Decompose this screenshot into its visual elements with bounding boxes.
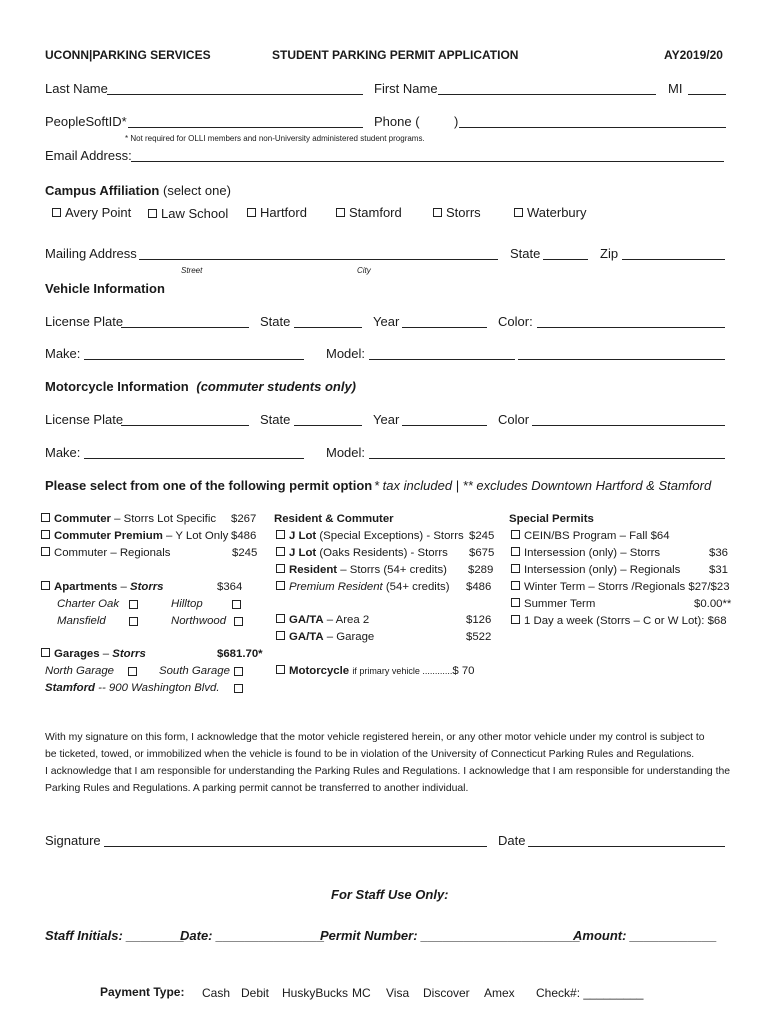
apt-mansfield-checkbox[interactable] (129, 617, 138, 626)
permit-resident[interactable] (276, 564, 447, 576)
checkbox-icon[interactable] (41, 648, 50, 657)
phone-label: Phone ( (374, 114, 420, 129)
permit-price: $675 (469, 547, 495, 559)
checkbox-icon[interactable] (276, 581, 285, 590)
first-name-field[interactable] (438, 94, 656, 95)
special-label: Intersession (only) – Storrs (524, 547, 661, 559)
zip-field[interactable] (622, 259, 725, 260)
form-title: STUDENT PARKING PERMIT APPLICATION (272, 48, 519, 62)
staff-permit-number: Permit Number: ______________________ (320, 928, 581, 943)
special-intersession-regionals[interactable] (511, 564, 680, 576)
permit-desc: (Oaks Residents) - Storrs (316, 547, 448, 559)
vehicle-year-label: Year (373, 314, 400, 329)
campus-hint: (select one) (162, 183, 231, 198)
campus-option-label: Avery Point (65, 205, 132, 220)
checkbox-icon[interactable] (511, 564, 520, 573)
permit-price: $522 (466, 631, 492, 643)
payment-label: Payment Type: (100, 985, 185, 999)
permit-desc: (54+ credits) (382, 581, 450, 593)
special-label: CEIN/BS Program – Fall $64 (524, 530, 670, 542)
campus-option-label: Stamford (349, 205, 402, 220)
signature-date-field[interactable] (528, 846, 725, 847)
checkbox-icon[interactable] (511, 530, 520, 539)
checkbox-icon[interactable] (276, 547, 285, 556)
permit-name: Premium Resident (289, 581, 383, 593)
vehicle-year-field[interactable] (402, 327, 487, 328)
email-label: Email Address: (45, 148, 132, 163)
first-name-label: First Name (374, 81, 438, 96)
payment-cash: Cash (202, 986, 231, 1000)
permit-name: J Lot (289, 530, 317, 542)
moto-model-label: Model: (326, 445, 366, 460)
permit-name: GA/TA (289, 614, 324, 626)
special-price: $0.00** (694, 598, 732, 610)
peoplesoft-note: * Not required for OLLI members and non-University administered student programs. (125, 134, 425, 143)
campus-hartford[interactable] (247, 205, 307, 220)
peoplesoft-field[interactable] (128, 127, 363, 128)
permit-garages[interactable] (41, 648, 146, 660)
campus-stamford[interactable] (336, 205, 402, 220)
campus-option-label: Storrs (446, 205, 481, 220)
vehicle-heading: Vehicle Information (45, 281, 165, 296)
payment-amex: Amex (484, 986, 515, 1000)
permit-jlot-special[interactable] (276, 530, 464, 542)
permit-name: Motorcycle (289, 665, 350, 677)
phone-paren: ) (454, 114, 459, 129)
permit-sep: – (99, 648, 113, 660)
staff-amount: Amount: ____________ (573, 928, 717, 943)
permit-desc: (Special Exceptions) - Storrs (316, 530, 464, 542)
checkbox-icon[interactable] (514, 208, 523, 217)
checkbox-icon[interactable] (336, 208, 345, 217)
agreement-line: With my signature on this form, I acknowledge that the motor vehicle registered herein, or any other motor vehicle under my control is subject to (45, 732, 705, 743)
permit-campus: Storrs (112, 648, 146, 660)
agreement-line: I acknowledge that I am responsible for understanding the Parking Rules and Regulations. I acknowledge that I am responsible for understanding the (45, 766, 731, 777)
special-label: Winter Term – Storrs /Regionals $27/$23 (524, 581, 730, 593)
permit-sep: – (117, 581, 130, 593)
payment-visa: Visa (386, 986, 410, 1000)
campus-avery-point[interactable] (52, 205, 131, 220)
moto-make-label: Make: (45, 445, 81, 460)
checkbox-icon[interactable] (511, 547, 520, 556)
checkbox-icon[interactable] (52, 208, 61, 217)
permit-jlot-oaks[interactable] (276, 547, 448, 559)
model-label: Model: (326, 346, 366, 361)
special-one-day[interactable] (511, 615, 727, 627)
garage-south-label: South Garage (159, 665, 230, 677)
garage-north-checkbox[interactable] (128, 667, 137, 676)
permit-name: Apartments (54, 581, 118, 593)
campus-storrs[interactable] (433, 205, 481, 220)
apt-charter-oak-label: Charter Oak (57, 598, 120, 610)
permit-commuter-regionals[interactable] (41, 547, 171, 559)
moto-year-label: Year (373, 412, 400, 427)
agreement-line: be ticketed, towed, or immobilized when the vehicle is found to be in violation of the University of Connecticut Parking Rules and Regulations. (45, 749, 695, 760)
special-label: Intersession (only) – Regionals (524, 564, 681, 576)
campus-option-label: Hartford (260, 205, 307, 220)
phone-field[interactable] (459, 127, 726, 128)
campus-heading (45, 183, 231, 198)
campus-option-label: Law School (161, 206, 229, 221)
special-label: 1 Day a week (Storrs – C or W Lot): $68 (524, 615, 727, 627)
make-field[interactable] (84, 359, 304, 360)
special-label: Summer Term (524, 598, 596, 610)
permit-desc: Commuter – Regionals (54, 547, 171, 559)
mailing-state-field[interactable] (543, 259, 588, 260)
payment-discover: Discover (423, 986, 470, 1000)
permit-price: $486 (231, 530, 257, 542)
checkbox-icon[interactable] (276, 631, 285, 640)
permit-price: $245 (469, 530, 495, 542)
permit-commuter-premium[interactable] (41, 530, 228, 542)
garage-stamford-checkbox[interactable] (234, 684, 243, 693)
campus-option-label: Waterbury (527, 205, 587, 220)
model-extra-field[interactable] (518, 359, 725, 360)
checkbox-icon[interactable] (511, 598, 520, 607)
checkbox-icon[interactable] (433, 208, 442, 217)
permit-premium-resident[interactable] (276, 581, 450, 593)
payment-huskybucks: HuskyBucks (282, 986, 349, 1000)
permit-name: Commuter Premium (54, 530, 163, 542)
mi-label: MI (668, 81, 683, 96)
permit-desc: – Garage (323, 631, 375, 643)
motorcycle-subheading: (commuter students only) (196, 379, 356, 394)
apt-hilltop-checkbox[interactable] (232, 600, 241, 609)
permit-campus: Storrs (129, 581, 164, 593)
checkbox-icon[interactable] (148, 209, 157, 218)
zip-label: Zip (600, 246, 619, 261)
permit-price: $126 (466, 614, 492, 626)
permit-name: GA/TA (289, 631, 324, 643)
checkbox-icon[interactable] (276, 614, 285, 623)
academic-year: AY2019/20 (664, 48, 723, 62)
apt-hilltop-label: Hilltop (171, 598, 203, 610)
apt-northwood-label: Northwood (171, 615, 227, 627)
permit-gata-area2[interactable] (276, 614, 369, 626)
permit-apartments[interactable] (41, 581, 164, 593)
permit-name: Resident (289, 564, 338, 576)
permit-desc: – Storrs Lot Specific (110, 513, 217, 525)
department-name: UCONN|PARKING SERVICES (45, 48, 211, 62)
staff-initials: Staff Initials: ________ (45, 928, 185, 943)
mailing-field[interactable] (139, 259, 498, 260)
staff-date: Date: _______________ (180, 928, 325, 943)
permit-price: $245 (232, 547, 258, 559)
permit-note: * tax included | ** excludes Downtown Hartford & Stamford (374, 478, 712, 493)
email-field[interactable] (131, 161, 724, 162)
garage-stamford-name: Stamford (45, 682, 95, 694)
moto-make-field[interactable] (84, 458, 304, 459)
moto-color-label: Color (498, 412, 530, 427)
checkbox-icon[interactable] (41, 530, 50, 539)
apt-charter-oak-checkbox[interactable] (129, 600, 138, 609)
signature-label: Signature (45, 833, 101, 848)
permit-price: $ 70 (452, 665, 475, 677)
motorcycle-heading-text: Motorcycle Information (45, 379, 189, 394)
vehicle-state-label: State (260, 314, 291, 329)
apt-northwood-checkbox[interactable] (234, 617, 243, 626)
city-hint: City (357, 266, 371, 275)
special-heading: Special Permits (509, 513, 594, 525)
permit-price: $681.70* (217, 648, 263, 660)
agreement-paragraph (45, 729, 735, 797)
permit-gata-garage[interactable] (276, 631, 374, 643)
permit-price: $267 (231, 513, 257, 525)
mailing-label: Mailing Address (45, 246, 137, 261)
checkbox-icon[interactable] (41, 581, 50, 590)
make-label: Make: (45, 346, 81, 361)
special-summer-term[interactable] (511, 598, 595, 610)
moto-color-field[interactable] (532, 425, 725, 426)
checkbox-icon[interactable] (276, 530, 285, 539)
garage-south-checkbox[interactable] (234, 667, 243, 676)
checkbox-icon[interactable] (276, 665, 285, 674)
street-hint: Street (181, 266, 203, 275)
motorcycle-heading (45, 379, 356, 394)
last-name-label: Last Name (45, 81, 108, 96)
vehicle-state-field[interactable] (294, 327, 362, 328)
special-cein[interactable] (511, 530, 670, 542)
garage-stamford-desc: -- 900 Washington Blvd. (95, 682, 220, 694)
moto-year-field[interactable] (402, 425, 487, 426)
payment-check: Check#: _________ (536, 986, 644, 1000)
checkbox-icon[interactable] (276, 564, 285, 573)
last-name-field[interactable] (107, 94, 363, 95)
moto-license-field[interactable] (121, 425, 249, 426)
payment-debit: Debit (241, 986, 270, 1000)
peoplesoft-label: PeopleSoftID* (45, 114, 127, 129)
special-winter-term[interactable] (511, 581, 730, 593)
mailing-state-label: State (510, 246, 541, 261)
moto-state-field[interactable] (294, 425, 362, 426)
permit-heading: Please select from one of the following permit option (45, 478, 373, 493)
moto-state-label: State (260, 412, 291, 427)
vehicle-color-label: Color: (498, 314, 533, 329)
staff-heading: For Staff Use Only: (331, 887, 449, 902)
special-price: $36 (709, 547, 729, 559)
permit-price: $486 (466, 581, 492, 593)
moto-license-label: License Plate (45, 412, 124, 427)
mi-field[interactable] (688, 94, 726, 95)
license-label: License Plate (45, 314, 124, 329)
permit-name: Commuter (54, 513, 111, 525)
checkbox-icon[interactable] (247, 208, 256, 217)
license-field[interactable] (121, 327, 249, 328)
permit-name: Garages (54, 648, 100, 660)
permit-price: $364 (217, 581, 243, 593)
checkbox-icon[interactable] (511, 581, 520, 590)
permit-desc: – Y Lot Only (162, 530, 229, 542)
permit-price: $289 (468, 564, 494, 576)
campus-waterbury[interactable] (514, 205, 586, 220)
signature-date-label: Date (498, 833, 526, 848)
moto-model-field[interactable] (369, 458, 725, 459)
signature-field[interactable] (104, 846, 487, 847)
model-field[interactable] (369, 359, 515, 360)
permit-motorcycle[interactable] (276, 665, 475, 677)
campus-heading-text: Campus Affiliation (45, 183, 160, 198)
permit-desc: – Area 2 (323, 614, 370, 626)
permit-desc: if primary vehicle ............ (352, 666, 453, 676)
permit-desc: – Storrs (54+ credits) (337, 564, 447, 576)
checkbox-icon[interactable] (41, 513, 50, 522)
special-intersession-storrs[interactable] (511, 547, 660, 559)
permit-commuter[interactable] (41, 513, 216, 525)
payment-mc: MC (352, 986, 371, 1000)
checkbox-icon[interactable] (511, 615, 520, 624)
agreement-line: Parking Rules and Regulations. A parking permit cannot be transferred to another individual. (45, 783, 469, 794)
campus-law-school[interactable] (148, 206, 228, 221)
garage-stamford (45, 682, 220, 694)
vehicle-color-field[interactable] (537, 327, 725, 328)
apt-mansfield-label: Mansfield (57, 615, 106, 627)
special-price: $31 (709, 564, 729, 576)
resident-heading: Resident & Commuter (274, 513, 394, 525)
garage-north-label: North Garage (45, 665, 115, 677)
permit-name: J Lot (289, 547, 317, 559)
checkbox-icon[interactable] (41, 547, 50, 556)
